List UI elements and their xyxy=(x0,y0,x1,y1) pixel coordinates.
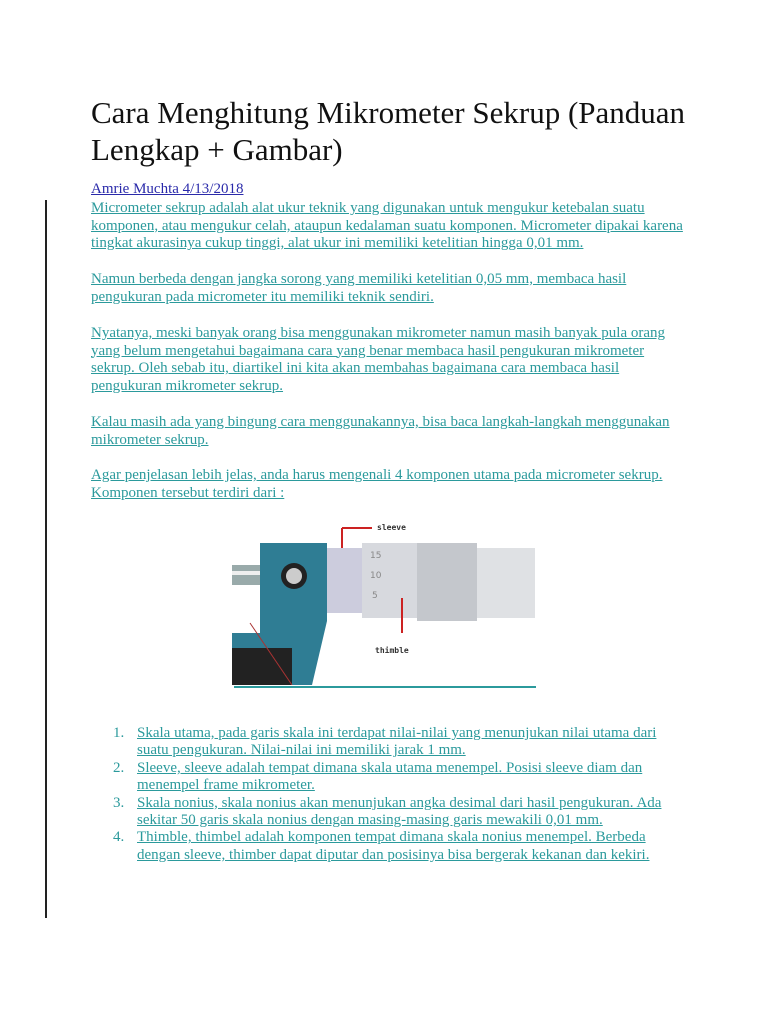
component-list xyxy=(91,725,671,864)
list-text[interactable]: Skala nonius, skala nonius akan menunjukan angka desimal dari hasil pengukuran. Ada sekitar 50 garis skala nonius dengan masing-masing garis mewakili 0,01 mm. xyxy=(137,794,662,829)
author-link[interactable] xyxy=(91,181,691,199)
list-number: 4. xyxy=(113,829,125,846)
list-item[interactable] xyxy=(91,760,671,795)
paragraph-text[interactable]: Kalau masih ada yang bingung cara menggunakannya, bisa baca langkah-langkah menggunakan mikrometer sekrup. xyxy=(91,414,670,448)
paragraph-text[interactable]: Nyatanya, meski banyak orang bisa menggunakan mikrometer namun masih banyak pula orang yang belum mengetahui bagaimana cara yang benar membaca hasil pengukuran mikrometer sekrup. Oleh sebab itu, diartikel ini kita akan membahas bagaimana cara membaca hasil pengukuran mikrometer sekrup. xyxy=(91,325,665,394)
paragraph-3[interactable] xyxy=(91,325,691,395)
paragraph-4[interactable] xyxy=(91,414,691,449)
list-item[interactable] xyxy=(91,725,671,760)
paragraph-2[interactable] xyxy=(91,271,691,306)
list-text[interactable]: Skala utama, pada garis skala ini terdapat nilai-nilai yang menunjukan nilai utama dari suatu pengukuran. Nilai-nilai ini memiliki jarak 1 mm. xyxy=(137,725,657,759)
paragraph-1[interactable] xyxy=(91,200,691,253)
scale-5: 5 xyxy=(372,591,378,601)
list-item[interactable] xyxy=(91,829,671,864)
sleeve-label: sleeve xyxy=(377,523,406,532)
paragraph-text[interactable]: Micrometer sekrup adalah alat ukur teknik yang digunakan untuk mengukur ketebalan suatu komponen, atau mengukur celah, ataupun kedalaman suatu komponen. Micrometer dipakai karena tingkat akurasinya cukup tinggi, alat ukur ini memiliki ketelitian hingga 0,01 mm. xyxy=(91,200,683,252)
paragraph-text[interactable]: Namun berbeda dengan jangka sorong yang memiliki ketelitian 0,05 mm, membaca hasil pengukuran pada micrometer itu memiliki teknik sendiri. xyxy=(91,271,627,305)
author-text[interactable]: Amrie Muchta 4/13/2018 xyxy=(91,181,244,197)
paragraph-text[interactable]: Agar penjelasan lebih jelas, anda harus mengenali 4 komponen utama pada micrometer sekrup. Komponen tersebut terdiri dari : xyxy=(91,467,663,501)
scale-10: 10 xyxy=(370,571,382,581)
margin-line xyxy=(45,200,47,918)
page-title: Cara Menghitung Mikrometer Sekrup (Panduan Lengkap + Gambar) xyxy=(91,95,686,167)
scale-15: 15 xyxy=(370,551,382,561)
list-text[interactable]: Sleeve, sleeve adalah tempat dimana skala utama menempel. Posisi sleeve diam dan menempel frame mikrometer. xyxy=(137,759,643,794)
list-number: 1. xyxy=(113,725,125,741)
list-text[interactable]: Thimble, thimbel adalah komponen tempat dimana skala nonius menempel. Berbeda dengan sleeve, thimber dapat diputar dan posisinya bisa bergerak kekanan dan kekiri. xyxy=(137,829,650,863)
micrometer-image xyxy=(232,513,536,685)
image-underline xyxy=(234,686,536,688)
thimble-label: thimble xyxy=(375,646,409,655)
paragraph-5[interactable] xyxy=(91,467,691,502)
list-item[interactable] xyxy=(91,795,671,830)
list-number: 3. xyxy=(113,794,125,811)
list-number: 2. xyxy=(113,759,125,776)
